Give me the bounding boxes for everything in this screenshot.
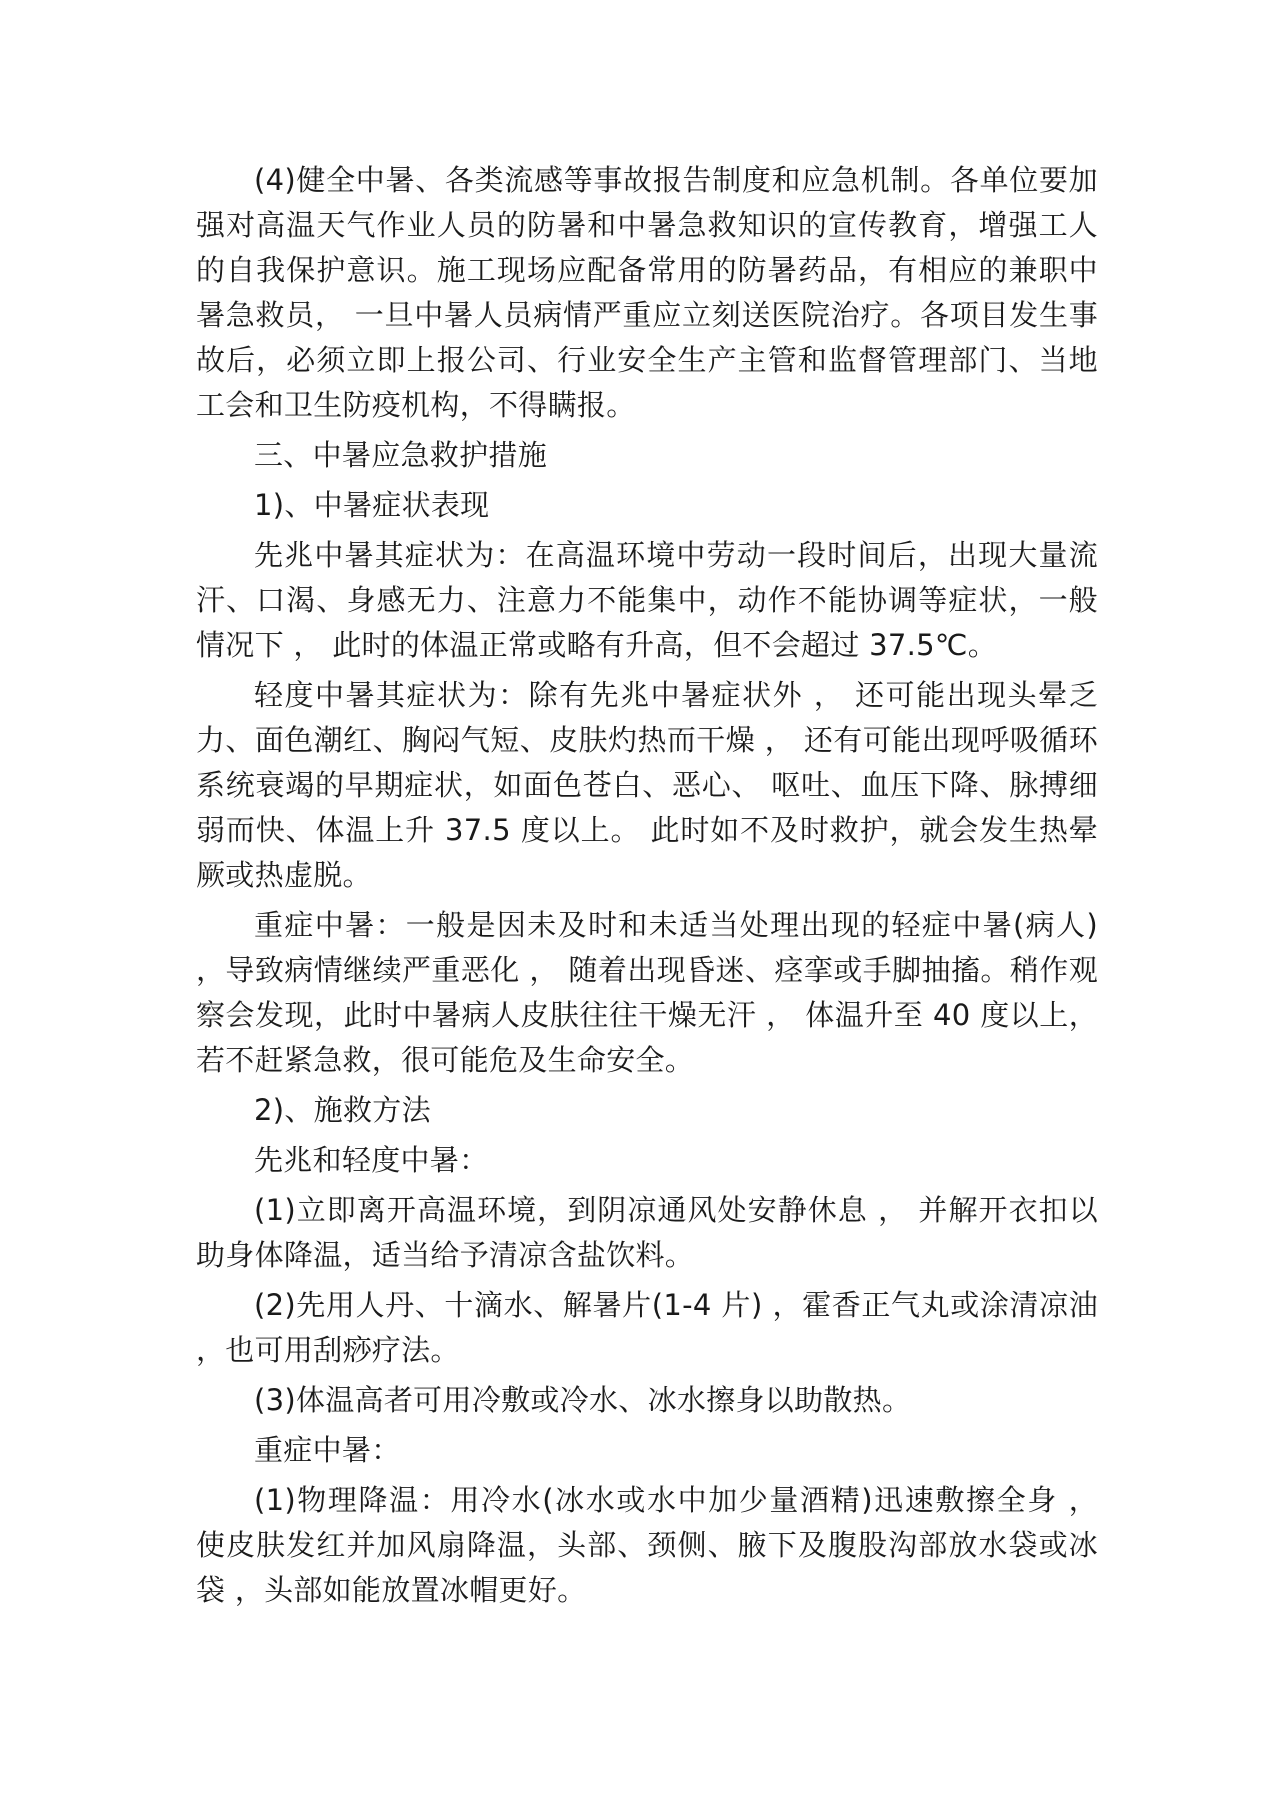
document-page — [196, 158, 1098, 1618]
label-severe-heatstroke: 重症中暑： — [254, 1433, 401, 1467]
paragraph-reporting-system: (4)健全中暑、各类流感等事故报告制度和应急机制。各单位要加强对高温天气作业人员的防暑和中暑急救知识的宣传教育，增强工人的自我保护意识。施工现场应配备常用的防暑药品，有相应的兼职中暑急救员， 一旦中暑人员病情严重应立刻送医院治疗。各项目发生事故后，必须立即上报公司、行业安全生产主管和监督管理部门、当地工会和卫生防疫机构，不得瞒报。 — [196, 163, 1098, 422]
subheading-symptoms: 1)、中暑症状表现 — [254, 488, 490, 522]
paragraph-mild-step-1: (1)立即离开高温环境，到阴凉通风处安静休息 ， 并解开衣扣以助身体降温，适当给予清凉含盐饮料。 — [196, 1193, 1098, 1272]
paragraph-mild-symptoms: 轻度中暑其症状为：除有先兆中暑症状外 ， 还可能出现头晕乏力、面色潮红、胸闷气短、皮肤灼热而干燥 ， 还有可能出现呼吸循环系统衰竭的早期症状，如面色苍白、恶心、 呕吐、血压下降、脉搏细弱而快、体温上升 37.5 度以上。 此时如不及时救护，就会发生热晕厥或热虚脱。 — [196, 678, 1098, 892]
paragraph-mild-step-2: (2)先用人丹、十滴水、解暑片(1-4 片) ，霍香正气丸或涂清凉油 ，也可用刮痧疗法。 — [196, 1288, 1098, 1367]
paragraph-severe-step-1: (1)物理降温：用冷水(冰水或水中加少量酒精)迅速敷擦全身 ， 使皮肤发红并加风扇降温，头部、颈侧、腋下及腹股沟部放水袋或冰袋 ，头部如能放置冰帽更好。 — [196, 1483, 1098, 1607]
subheading-rescue-methods: 2)、施救方法 — [254, 1093, 431, 1127]
label-precursor-and-mild: 先兆和轻度中暑： — [254, 1143, 489, 1177]
section-heading-first-aid: 三、中暑应急救护措施 — [254, 438, 548, 472]
paragraph-severe-symptoms: 重症中暑：一般是因未及时和未适当处理出现的轻症中暑(病人) ，导致病情继续严重恶化 ， 随着出现昏迷、痉挛或手脚抽搐。稍作观察会发现，此时中暑病人皮肤往往干燥无汗 ， 体温升至 40 度以上，若不赶紧急救，很可能危及生命安全。 — [196, 908, 1098, 1077]
paragraph-mild-step-3: (3)体温高者可用冷敷或冷水、冰水擦身以助散热。 — [254, 1383, 912, 1417]
paragraph-precursor-symptoms: 先兆中暑其症状为：在高温环境中劳动一段时间后，出现大量流汗、口渴、身感无力、注意力不能集中，动作不能协调等症状，一般情况下 ， 此时的体温正常或略有升高，但不会超过 37.5℃。 — [196, 538, 1098, 662]
